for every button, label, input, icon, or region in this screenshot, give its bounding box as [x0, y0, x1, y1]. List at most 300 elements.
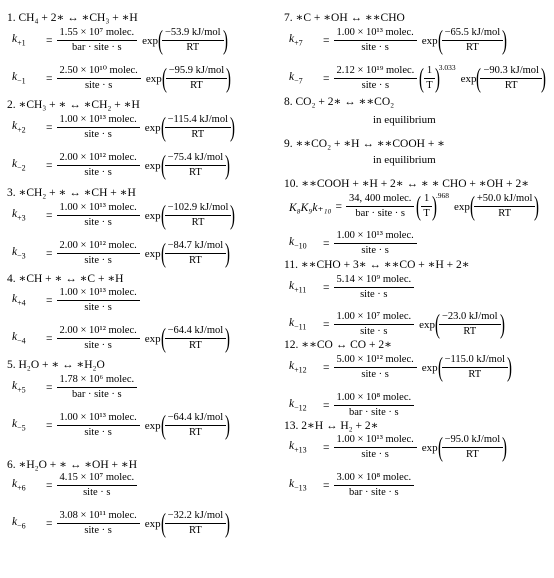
k-subscript: −12 [294, 403, 307, 413]
arrhenius-exponential [145, 325, 229, 352]
rate-constant-symbol [12, 208, 44, 222]
reaction-equation: 6. ∗H₂O + ∗ ↔ ∗OH + ∗H [7, 459, 138, 471]
right-paren: ) [226, 63, 232, 93]
reaction-equation: 8. CO₂ + 2∗ ↔ ∗∗CO₂ [284, 96, 395, 108]
right-paren: ) [222, 25, 228, 55]
k-subscript: −7 [294, 76, 303, 86]
right-paren: ) [431, 191, 437, 221]
activation-energy-term-numerator: −53.9 kJ/mol [162, 27, 224, 41]
rate-constant [289, 193, 538, 220]
equals-sign: = [323, 361, 330, 374]
arrhenius-exponential [145, 202, 235, 229]
k-subscript: −3 [17, 251, 26, 261]
k-symbol: k [289, 360, 295, 373]
equilibrium-note: in equilibrium [373, 154, 436, 166]
equals-sign: = [323, 34, 330, 47]
arrhenius-exponential [142, 27, 226, 54]
pre-exponential-factor-numerator: 2.50 × 10¹⁰ molec. [57, 65, 141, 79]
rate-constant [289, 434, 506, 461]
reaction-equation: 4. ∗CH + ∗ ↔ ∗C + ∗H [7, 273, 124, 285]
pre-exponential-factor [57, 27, 138, 54]
k-subscript: +13 [294, 445, 307, 455]
pre-exponential-factor-denominator: bar · site · s [355, 208, 405, 219]
k-symbol: k [289, 317, 295, 330]
activation-energy-term-denominator: RT [463, 326, 477, 337]
pre-exponential-factor-numerator: 1.00 × 10¹³ molec. [334, 230, 417, 244]
activation-energy-term [442, 27, 504, 54]
left-paren: ( [161, 63, 167, 93]
k-subscript: −4 [17, 336, 26, 346]
right-column [277, 0, 554, 578]
activation-energy-term [165, 325, 227, 352]
rate-constant-symbol [289, 280, 321, 294]
rate-constant-symbol [289, 33, 321, 47]
rate-constant-symbol [12, 331, 44, 345]
left-paren: ( [160, 410, 166, 440]
exp-function-name: exp [421, 34, 438, 47]
activation-energy-term-numerator: −102.9 kJ/mol [165, 202, 232, 216]
pre-exponential-factor-denominator: bar · site · s [72, 389, 122, 400]
activation-energy-term-numerator: −95.0 kJ/mol [442, 434, 504, 448]
activation-energy-term-numerator: −95.9 kJ/mol [166, 65, 228, 79]
k-symbol: k [289, 236, 295, 249]
arrhenius-exponential [422, 354, 511, 381]
k-symbol: k [12, 516, 18, 529]
pre-exponential-factor-denominator: site · s [84, 427, 112, 438]
k-symbol: k [12, 158, 18, 171]
arrhenius-exponential [461, 65, 545, 92]
exp-function-name: exp [142, 34, 159, 47]
exp-function-name: exp [144, 121, 161, 134]
left-paren: ( [437, 432, 443, 462]
reaction-equation: 7. ∗C + ∗OH ↔ ∗∗CHO [284, 12, 405, 24]
rate-constant [289, 27, 506, 54]
pre-exponential-factor [57, 65, 141, 92]
pre-exponential-factor [57, 114, 140, 141]
activation-energy-term-numerator: −115.4 kJ/mol [165, 114, 231, 128]
right-paren: ) [434, 63, 440, 93]
right-paren: ) [502, 25, 508, 55]
activation-energy-term-denominator: RT [466, 449, 479, 460]
equilibrium-rate-product: K₈K₉k₊₁₀ [289, 201, 332, 214]
pre-exponential-factor [57, 412, 140, 439]
pre-exponential-factor-numerator: 1.00 × 10¹³ molec. [57, 114, 140, 128]
activation-energy-term [165, 412, 227, 439]
left-paren: ( [160, 150, 166, 180]
equals-sign: = [46, 209, 53, 222]
rate-constant-symbol [289, 440, 321, 454]
left-paren: ( [476, 63, 482, 93]
rate-constant-symbol [12, 71, 44, 85]
rate-constant-symbol [289, 71, 321, 85]
pre-exponential-factor-denominator: site · s [361, 369, 389, 380]
arrhenius-exponential [422, 434, 506, 461]
rate-constant [289, 392, 414, 419]
k-subscript: −2 [17, 163, 26, 173]
pre-exponential-factor-denominator: site · s [361, 80, 390, 91]
arrhenius-exponential [145, 510, 229, 537]
activation-energy-term-numerator: +50.0 kJ/mol [474, 193, 536, 207]
activation-energy-term-denominator: RT [498, 208, 512, 219]
right-paren: ) [225, 410, 231, 440]
pre-exponential-factor-numerator: 1.00 × 10¹³ molec. [334, 434, 417, 448]
activation-energy-term-denominator: RT [189, 427, 202, 438]
right-paren: ) [507, 352, 512, 382]
k-symbol: k [12, 71, 18, 84]
k-subscript: +1 [17, 38, 26, 48]
left-paren: ( [435, 309, 440, 339]
reaction-equation: 2. ∗CH₃ + ∗ ↔ ∗CH₂ + ∗H [7, 99, 140, 111]
pre-exponential-factor-denominator: site · s [83, 487, 111, 498]
k-symbol: k [12, 478, 18, 491]
pre-exponential-factor-denominator: site · s [361, 42, 389, 53]
equals-sign: = [46, 381, 53, 394]
temperature-factor [420, 65, 455, 92]
pre-exponential-factor [57, 510, 140, 537]
k-subscript: −6 [17, 521, 26, 531]
pre-exponential-factor-numerator: 1.00 × 10⁷ molec. [334, 311, 415, 325]
k-subscript: +2 [17, 125, 26, 135]
pre-exponential-factor-denominator: site · s [84, 525, 112, 536]
k-subscript: −13 [294, 483, 307, 493]
rate-constant [289, 472, 414, 499]
pre-exponential-factor [57, 472, 138, 499]
pre-exponential-factor-denominator: site · s [84, 217, 112, 228]
pre-exponential-factor-numerator: 5.14 × 10⁹ molec. [334, 274, 415, 288]
pre-exponential-factor-denominator: site · s [84, 80, 113, 91]
equals-sign: = [323, 72, 330, 85]
inverse-temperature [420, 193, 432, 220]
activation-energy-term-numerator: −64.4 kJ/mol [165, 325, 227, 339]
pre-exponential-factor-numerator: 1.00 × 10¹³ molec. [334, 27, 417, 41]
left-paren: ( [160, 323, 166, 353]
activation-energy-term-denominator: RT [189, 255, 202, 266]
rate-constant [289, 311, 504, 338]
k-subscript: −10 [294, 241, 307, 251]
activation-energy-term [165, 240, 227, 267]
arrhenius-exponential [454, 193, 538, 220]
equals-sign: = [323, 441, 330, 454]
equals-sign: = [323, 318, 330, 331]
rate-constant-symbol [12, 516, 44, 530]
rate-constant [12, 325, 229, 352]
k-symbol: k [289, 280, 295, 293]
left-paren: ( [160, 200, 166, 230]
rate-constant [12, 472, 137, 499]
activation-energy-term-denominator: RT [189, 340, 202, 351]
k-subscript: +12 [294, 365, 307, 375]
k-symbol: k [12, 331, 18, 344]
pre-exponential-factor-numerator: 1.00 × 10¹³ molec. [57, 412, 140, 426]
pre-exponential-factor-numerator: 2.00 × 10¹² molec. [57, 152, 140, 166]
k-subscript: +4 [17, 298, 26, 308]
pre-exponential-factor-numerator: 5.00 × 10¹² molec. [334, 354, 417, 368]
right-paren: ) [230, 200, 236, 230]
equals-sign: = [323, 237, 330, 250]
right-paren: ) [230, 112, 235, 142]
k-subscript: −1 [17, 76, 26, 86]
pre-exponential-factor [334, 274, 415, 301]
exp-function-name: exp [144, 247, 161, 260]
activation-energy-term [162, 27, 224, 54]
equals-sign: = [46, 517, 53, 530]
pre-exponential-factor [334, 392, 415, 419]
rate-constant-symbol [12, 380, 44, 394]
pre-exponential-factor [57, 240, 140, 267]
pre-exponential-factor [334, 434, 417, 461]
rate-constant [289, 274, 414, 301]
rate-constant [12, 510, 229, 537]
activation-energy-term-numerator: −65.5 kJ/mol [442, 27, 504, 41]
pre-exponential-factor [334, 65, 418, 92]
arrhenius-exponential [146, 65, 230, 92]
pre-exponential-factor [57, 325, 140, 352]
reaction-equation: 9. ∗∗CO₂ + ∗H ↔ ∗∗COOH + ∗ [284, 138, 445, 150]
rate-constant [12, 202, 234, 229]
rate-constant [12, 412, 229, 439]
pre-exponential-factor [346, 193, 414, 220]
k-symbol: k [289, 478, 295, 491]
rate-constant-symbol [12, 478, 44, 492]
left-paren: ( [437, 352, 443, 382]
k-subscript: +6 [17, 483, 26, 493]
pre-exponential-factor [334, 230, 417, 257]
pre-exponential-factor-numerator: 1.78 × 10⁶ molec. [57, 374, 138, 388]
arrhenius-exponential [145, 152, 229, 179]
right-paren: ) [499, 309, 505, 339]
exp-function-name: exp [419, 318, 436, 331]
k-subscript: −11 [294, 322, 307, 332]
pre-exponential-factor-numerator: 34, 400 molec. [346, 193, 414, 207]
inverse-temperature-numerator: 1 [421, 193, 432, 207]
left-paren: ( [160, 238, 166, 268]
inverse-temperature-numerator: 1 [424, 65, 435, 79]
activation-energy-term [165, 114, 231, 141]
activation-energy-term-denominator: RT [191, 217, 205, 228]
right-paren: ) [540, 63, 546, 93]
activation-energy-term-denominator: RT [191, 129, 205, 140]
rate-constant-symbol [12, 33, 44, 47]
left-paren: ( [160, 508, 166, 538]
right-paren: ) [534, 191, 540, 221]
rate-constant [289, 354, 511, 381]
right-paren: ) [225, 323, 231, 353]
activation-energy-term [439, 311, 501, 338]
temperature-exponent: .968 [435, 191, 449, 200]
k-subscript: +11 [294, 285, 307, 295]
exp-function-name: exp [144, 517, 161, 530]
pre-exponential-factor-numerator: 1.00 × 10¹³ molec. [57, 202, 140, 216]
activation-energy-term-numerator: −23.0 kJ/mol [439, 311, 501, 325]
reaction-equation: 5. H₂O + ∗ ↔ ∗H₂O [7, 359, 105, 371]
rate-constant [12, 152, 229, 179]
right-paren: ) [502, 432, 508, 462]
rate-constant-symbol [12, 293, 44, 307]
equals-sign: = [46, 72, 53, 85]
left-paren: ( [160, 112, 166, 142]
arrhenius-exponential [419, 311, 503, 338]
pre-exponential-factor-denominator: site · s [361, 245, 389, 256]
arrhenius-exponential [145, 412, 229, 439]
pre-exponential-factor [57, 287, 140, 314]
k-symbol: k [12, 418, 18, 431]
exp-function-name: exp [144, 209, 161, 222]
equilibrium-note: in equilibrium [373, 114, 436, 126]
reaction-equation: 1. CH₄ + 2∗ ↔ ∗CH₃ + ∗H [7, 12, 138, 24]
pre-exponential-factor-denominator: site · s [84, 340, 112, 351]
rate-constant-symbol [289, 236, 321, 250]
activation-energy-term-denominator: RT [468, 369, 482, 380]
k-subscript: +7 [294, 38, 303, 48]
rate-constant [12, 65, 230, 92]
k-symbol: k [12, 246, 18, 259]
exp-function-name: exp [145, 72, 162, 85]
arrhenius-exponential [422, 27, 506, 54]
activation-energy-term [166, 65, 228, 92]
k-symbol: k [12, 120, 18, 133]
equals-sign: = [323, 479, 330, 492]
k-symbol: k [12, 33, 18, 46]
rate-constant-symbol [289, 398, 321, 412]
rate-constant-symbol [289, 360, 321, 374]
rate-constant [289, 65, 545, 92]
pre-exponential-factor-denominator: bar · site · s [72, 42, 122, 53]
rate-constant-symbol [289, 478, 321, 492]
exp-function-name: exp [453, 200, 470, 213]
k-symbol: k [289, 440, 295, 453]
pre-exponential-factor [57, 152, 140, 179]
left-paren: ( [437, 25, 443, 55]
rate-constant [12, 114, 234, 141]
pre-exponential-factor-numerator: 4.15 × 10⁷ molec. [57, 472, 138, 486]
k-symbol: k [289, 398, 295, 411]
pre-exponential-factor-denominator: site · s [84, 255, 112, 266]
pre-exponential-factor-numerator: 1.55 × 10⁷ molec. [57, 27, 138, 41]
pre-exponential-factor-denominator: bar · site · s [349, 487, 399, 498]
k-symbol: k [289, 71, 295, 84]
rate-constant [289, 230, 417, 257]
activation-energy-term [165, 510, 227, 537]
equals-sign: = [46, 121, 53, 134]
rate-constant [12, 240, 229, 267]
equals-sign: = [46, 247, 53, 260]
exp-function-name: exp [144, 159, 161, 172]
activation-energy-term-numerator: −90.3 kJ/mol [480, 65, 542, 79]
rate-constant [12, 27, 227, 54]
reaction-equation: 12. ∗∗CO ↔ CO + 2∗ [284, 339, 392, 351]
activation-energy-term [480, 65, 542, 92]
reaction-equation: 10. ∗∗COOH + ∗H + 2∗ ↔ ∗ ∗ CHO + ∗OH + 2∗ [284, 178, 530, 190]
equals-sign: = [335, 200, 343, 213]
activation-energy-term-denominator: RT [189, 525, 202, 536]
pre-exponential-factor [57, 374, 138, 401]
pre-exponential-factor-denominator: site · s [84, 302, 112, 313]
equals-sign: = [46, 34, 53, 47]
pre-exponential-factor-numerator: 1.00 × 10¹³ molec. [57, 287, 140, 301]
pre-exponential-factor [334, 27, 417, 54]
activation-energy-term [474, 193, 536, 220]
exp-function-name: exp [144, 332, 161, 345]
activation-energy-term-denominator: RT [186, 42, 200, 53]
k-symbol: k [12, 293, 18, 306]
k-symbol: k [12, 380, 18, 393]
equals-sign: = [323, 399, 330, 412]
activation-energy-term [165, 202, 232, 229]
activation-energy-term-numerator: −75.4 kJ/mol [165, 152, 227, 166]
arrhenius-exponential [145, 240, 229, 267]
pre-exponential-factor-numerator: 2.12 × 10¹⁹ molec. [334, 65, 418, 79]
rate-constant-symbol [12, 158, 44, 172]
pre-exponential-factor-numerator: 3.00 × 10⁸ molec. [334, 472, 415, 486]
equals-sign: = [46, 419, 53, 432]
equals-sign: = [46, 159, 53, 172]
left-paren: ( [469, 191, 475, 221]
pre-exponential-factor [57, 202, 140, 229]
pre-exponential-factor-denominator: bar · site · s [349, 407, 399, 418]
exp-function-name: exp [421, 361, 438, 374]
right-paren: ) [225, 238, 231, 268]
pre-exponential-factor [334, 472, 415, 499]
k-symbol: k [289, 33, 295, 46]
rate-constant-symbol [12, 120, 44, 134]
pre-exponential-factor-denominator: site · s [361, 449, 389, 460]
equals-sign: = [46, 294, 53, 307]
rate-constant [12, 374, 137, 401]
equals-sign: = [323, 281, 330, 294]
k-subscript: +3 [17, 213, 26, 223]
pre-exponential-factor-denominator: site · s [84, 167, 112, 178]
pre-exponential-factor [334, 311, 415, 338]
pre-exponential-factor [334, 354, 417, 381]
pre-exponential-factor-denominator: site · s [360, 326, 388, 337]
rate-constant-symbol [12, 418, 44, 432]
pre-exponential-factor-denominator: site · s [360, 289, 388, 300]
exp-function-name: exp [421, 441, 438, 454]
k-subscript: −5 [17, 423, 26, 433]
reaction-equation: 13. 2∗H ↔ H₂ + 2∗ [284, 420, 379, 432]
pre-exponential-factor-numerator: 1.00 × 10⁸ molec. [334, 392, 415, 406]
pre-exponential-factor-numerator: 2.00 × 10¹² molec. [57, 325, 140, 339]
arrhenius-exponential [145, 114, 234, 141]
left-paren: ( [416, 191, 422, 221]
reaction-equation: 3. ∗CH₂ + ∗ ↔ ∗CH + ∗H [7, 187, 136, 199]
inverse-temperature-denominator: T [423, 208, 430, 219]
inverse-temperature-denominator: T [426, 80, 433, 91]
activation-energy-term [165, 152, 227, 179]
activation-energy-term-numerator: −84.7 kJ/mol [165, 240, 227, 254]
exp-function-name: exp [144, 419, 161, 432]
equals-sign: = [46, 479, 53, 492]
rate-constant-symbol [12, 246, 44, 260]
activation-energy-term-denominator: RT [466, 42, 479, 53]
activation-energy-term-denominator: RT [504, 80, 518, 91]
rate-constant [12, 287, 140, 314]
k-subscript: +5 [17, 385, 26, 395]
temperature-factor [417, 193, 449, 220]
activation-energy-term-numerator: −64.4 kJ/mol [165, 412, 227, 426]
k-symbol: k [12, 208, 18, 221]
left-paren: ( [158, 25, 163, 55]
pre-exponential-factor-denominator: site · s [84, 129, 112, 140]
rate-constant-symbol [289, 317, 321, 331]
reaction-equation: 11. ∗∗CHO + 3∗ ↔ ∗∗CO + ∗H + 2∗ [284, 259, 470, 271]
activation-energy-term-denominator: RT [190, 80, 203, 91]
equals-sign: = [46, 332, 53, 345]
activation-energy-term [442, 354, 508, 381]
pre-exponential-factor-numerator: 2.00 × 10¹² molec. [57, 240, 140, 254]
inverse-temperature [423, 65, 435, 92]
activation-energy-term-numerator: −32.2 kJ/mol [165, 510, 227, 524]
